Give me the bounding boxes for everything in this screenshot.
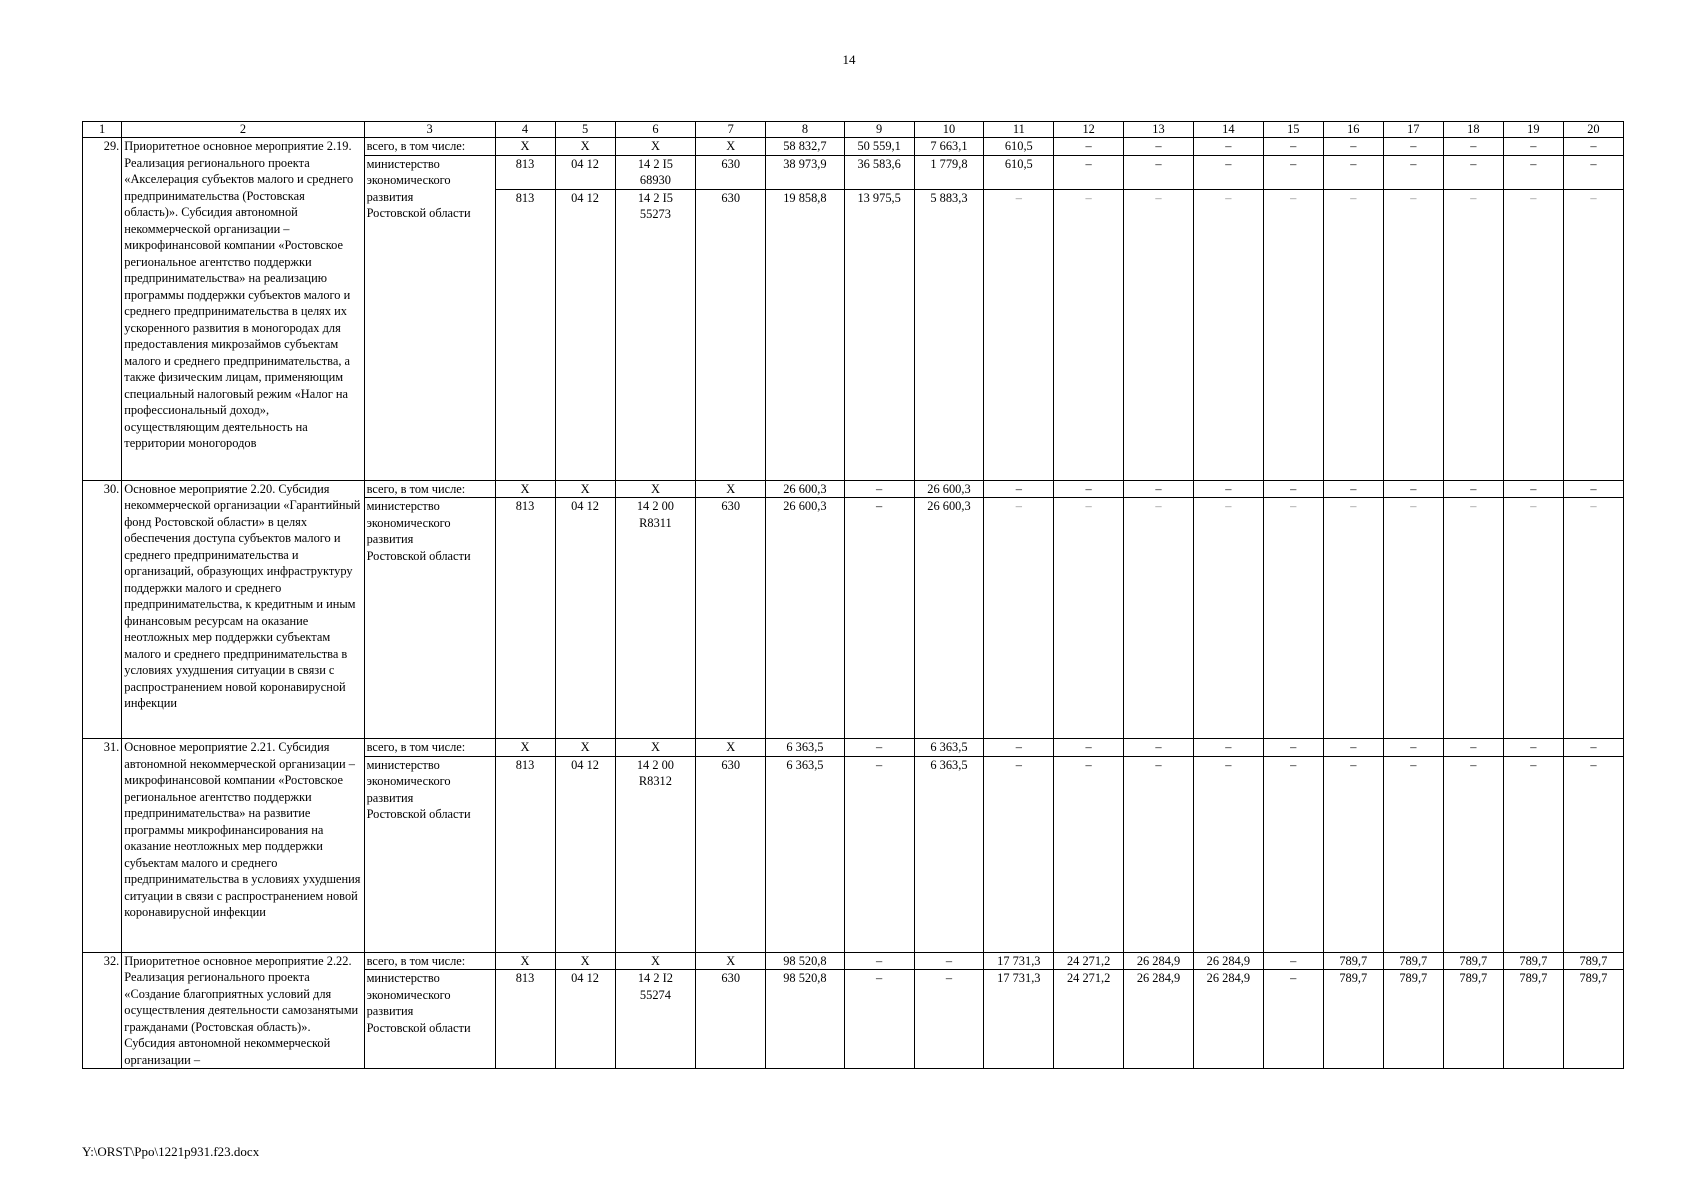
total-value-col-17: –: [1383, 739, 1443, 757]
total-value-col-12: 24 271,2: [1054, 952, 1124, 970]
row-number: 32.: [83, 952, 122, 1069]
executor: министерство экономического развития Ростовской области: [364, 756, 495, 952]
column-number-12: 12: [1054, 122, 1124, 138]
total-value-col-13: –: [1124, 480, 1194, 498]
total-value-col-10: 6 363,5: [914, 739, 984, 757]
value-col-5: 04 12: [555, 756, 615, 952]
total-value-col-4: X: [495, 138, 555, 156]
value-col-13: –: [1124, 155, 1194, 189]
value-col-5: 04 12: [555, 970, 615, 1069]
value-col-11: 17 731,3: [984, 970, 1054, 1069]
executor: министерство экономического развития Ростовской области: [364, 970, 495, 1069]
value-col-9: –: [844, 756, 914, 952]
total-value-col-19: –: [1503, 739, 1563, 757]
total-value-col-16: –: [1323, 138, 1383, 156]
total-label: всего, в том числе:: [364, 480, 495, 498]
total-value-col-5: X: [555, 138, 615, 156]
value-col-5: 04 12: [555, 498, 615, 739]
total-value-col-18: –: [1443, 138, 1503, 156]
value-col-10: –: [914, 970, 984, 1069]
value-col-13: –: [1124, 189, 1194, 480]
value-col-10: 5 883,3: [914, 189, 984, 480]
total-value-col-16: –: [1323, 739, 1383, 757]
value-col-5: 04 12: [555, 189, 615, 480]
value-col-20: –: [1563, 756, 1623, 952]
total-value-col-20: –: [1563, 480, 1623, 498]
total-value-col-18: 789,7: [1443, 952, 1503, 970]
total-value-col-20: –: [1563, 138, 1623, 156]
total-value-col-9: –: [844, 739, 914, 757]
value-col-7: 630: [696, 498, 766, 739]
value-col-10: 6 363,5: [914, 756, 984, 952]
total-value-col-12: –: [1054, 138, 1124, 156]
value-col-16: –: [1323, 189, 1383, 480]
table-row: [83, 138, 1624, 156]
total-value-col-15: –: [1263, 480, 1323, 498]
value-col-10: 1 779,8: [914, 155, 984, 189]
total-label: всего, в том числе:: [364, 739, 495, 757]
column-number-20: 20: [1563, 122, 1623, 138]
total-value-col-8: 26 600,3: [766, 480, 845, 498]
total-value-col-6: X: [615, 739, 696, 757]
row-number: 29.: [83, 138, 122, 481]
value-col-12: 24 271,2: [1054, 970, 1124, 1069]
executor: министерство экономического развития Ростовской области: [364, 155, 495, 480]
total-value-col-20: –: [1563, 739, 1623, 757]
value-col-6: 14 2 I5 55273: [615, 189, 696, 480]
total-value-col-17: 789,7: [1383, 952, 1443, 970]
total-value-col-5: X: [555, 952, 615, 970]
column-number-3: 3: [364, 122, 495, 138]
total-value-col-6: X: [615, 952, 696, 970]
total-value-col-15: –: [1263, 138, 1323, 156]
total-value-col-14: –: [1193, 138, 1263, 156]
column-number-1: 1: [83, 122, 122, 138]
value-col-9: 36 583,6: [844, 155, 914, 189]
value-col-18: –: [1443, 498, 1503, 739]
value-col-4: 813: [495, 155, 555, 189]
total-value-col-7: X: [696, 952, 766, 970]
total-value-col-8: 6 363,5: [766, 739, 845, 757]
column-number-14: 14: [1193, 122, 1263, 138]
total-value-col-7: X: [696, 138, 766, 156]
table-row: [83, 480, 1624, 498]
value-col-18: –: [1443, 155, 1503, 189]
column-number-row: [83, 122, 1624, 138]
total-value-col-8: 58 832,7: [766, 138, 845, 156]
value-col-20: –: [1563, 498, 1623, 739]
column-number-16: 16: [1323, 122, 1383, 138]
value-col-14: –: [1193, 498, 1263, 739]
value-col-20: –: [1563, 155, 1623, 189]
row-number: 31.: [83, 739, 122, 953]
total-value-col-9: 50 559,1: [844, 138, 914, 156]
value-col-6: 14 2 00 R8312: [615, 756, 696, 952]
value-col-20: –: [1563, 189, 1623, 480]
value-col-15: –: [1263, 189, 1323, 480]
value-col-11: –: [984, 756, 1054, 952]
value-col-8: 19 858,8: [766, 189, 845, 480]
value-col-15: –: [1263, 155, 1323, 189]
value-col-13: 26 284,9: [1124, 970, 1194, 1069]
value-col-15: –: [1263, 756, 1323, 952]
value-col-7: 630: [696, 970, 766, 1069]
column-number-18: 18: [1443, 122, 1503, 138]
total-value-col-4: X: [495, 480, 555, 498]
value-col-12: –: [1054, 189, 1124, 480]
value-col-16: –: [1323, 498, 1383, 739]
total-value-col-10: 26 600,3: [914, 480, 984, 498]
column-number-13: 13: [1124, 122, 1194, 138]
value-col-13: –: [1124, 498, 1194, 739]
column-number-5: 5: [555, 122, 615, 138]
total-value-col-15: –: [1263, 739, 1323, 757]
column-number-15: 15: [1263, 122, 1323, 138]
value-col-6: 14 2 I5 68930: [615, 155, 696, 189]
column-number-2: 2: [122, 122, 364, 138]
value-col-11: 610,5: [984, 155, 1054, 189]
value-col-14: –: [1193, 756, 1263, 952]
value-col-15: –: [1263, 970, 1323, 1069]
total-value-col-19: –: [1503, 480, 1563, 498]
value-col-17: –: [1383, 155, 1443, 189]
measure-name: Приоритетное основное мероприятие 2.22. Реализация регионального проекта «Создание благоприятных условий для осуществления деятельности самозанятыми гражданами (Ростовская область)». Субсидия автономной некоммерческой организации –: [122, 952, 364, 1069]
value-col-19: –: [1503, 498, 1563, 739]
table-row: [83, 952, 1624, 970]
total-value-col-12: –: [1054, 739, 1124, 757]
value-col-19: 789,7: [1503, 970, 1563, 1069]
value-col-18: –: [1443, 756, 1503, 952]
column-number-10: 10: [914, 122, 984, 138]
value-col-10: 26 600,3: [914, 498, 984, 739]
value-col-9: –: [844, 498, 914, 739]
total-value-col-13: –: [1124, 138, 1194, 156]
value-col-14: 26 284,9: [1193, 970, 1263, 1069]
total-value-col-20: 789,7: [1563, 952, 1623, 970]
total-value-col-16: 789,7: [1323, 952, 1383, 970]
value-col-4: 813: [495, 756, 555, 952]
total-label: всего, в том числе:: [364, 138, 495, 156]
value-col-12: –: [1054, 756, 1124, 952]
column-number-11: 11: [984, 122, 1054, 138]
value-col-19: –: [1503, 155, 1563, 189]
total-value-col-7: X: [696, 480, 766, 498]
total-value-col-13: –: [1124, 739, 1194, 757]
value-col-13: –: [1124, 756, 1194, 952]
total-value-col-12: –: [1054, 480, 1124, 498]
column-number-9: 9: [844, 122, 914, 138]
value-col-4: 813: [495, 189, 555, 480]
value-col-9: 13 975,5: [844, 189, 914, 480]
value-col-6: 14 2 I2 55274: [615, 970, 696, 1069]
total-value-col-11: 17 731,3: [984, 952, 1054, 970]
value-col-17: –: [1383, 189, 1443, 480]
total-value-col-8: 98 520,8: [766, 952, 845, 970]
total-value-col-13: 26 284,9: [1124, 952, 1194, 970]
value-col-14: –: [1193, 189, 1263, 480]
total-value-col-9: –: [844, 480, 914, 498]
total-value-col-11: 610,5: [984, 138, 1054, 156]
total-value-col-10: –: [914, 952, 984, 970]
value-col-7: 630: [696, 189, 766, 480]
column-number-7: 7: [696, 122, 766, 138]
measure-name: Основное мероприятие 2.21. Субсидия автономной некоммерческой организации – микрофинансовой компании «Ростовское региональное агентство поддержки предпринимательства» на развитие программы микрофинансирования на оказание неотложных мер поддержки субъектам малого и среднего предпринимательства в условиях ухудшения ситуации в связи с распространением новой коронавирусной инфекции: [122, 739, 364, 953]
value-col-16: –: [1323, 155, 1383, 189]
value-col-12: –: [1054, 498, 1124, 739]
executor: министерство экономического развития Ростовской области: [364, 498, 495, 739]
value-col-17: –: [1383, 498, 1443, 739]
value-col-14: –: [1193, 155, 1263, 189]
total-value-col-15: –: [1263, 952, 1323, 970]
value-col-8: 38 973,9: [766, 155, 845, 189]
total-value-col-17: –: [1383, 138, 1443, 156]
footer-file-path: Y:\ORST\Ppo\1221p931.f23.docx: [82, 1144, 260, 1159]
column-number-19: 19: [1503, 122, 1563, 138]
value-col-5: 04 12: [555, 155, 615, 189]
budget-table: [82, 121, 1624, 1069]
total-value-col-6: X: [615, 480, 696, 498]
total-value-col-18: –: [1443, 480, 1503, 498]
total-value-col-16: –: [1323, 480, 1383, 498]
value-col-11: –: [984, 498, 1054, 739]
value-col-4: 813: [495, 498, 555, 739]
value-col-12: –: [1054, 155, 1124, 189]
total-value-col-19: 789,7: [1503, 952, 1563, 970]
column-number-4: 4: [495, 122, 555, 138]
total-value-col-11: –: [984, 739, 1054, 757]
total-value-col-10: 7 663,1: [914, 138, 984, 156]
total-value-col-5: X: [555, 739, 615, 757]
value-col-4: 813: [495, 970, 555, 1069]
value-col-20: 789,7: [1563, 970, 1623, 1069]
value-col-9: –: [844, 970, 914, 1069]
total-value-col-7: X: [696, 739, 766, 757]
value-col-7: 630: [696, 756, 766, 952]
value-col-17: 789,7: [1383, 970, 1443, 1069]
table-row: [83, 739, 1624, 757]
value-col-16: 789,7: [1323, 970, 1383, 1069]
value-col-19: –: [1503, 189, 1563, 480]
measure-name: Приоритетное основное мероприятие 2.19. Реализация регионального проекта «Акселерация субъектов малого и среднего предпринимательства (Ростовская область)». Субсидия автономной некоммерческой организации – микрофинансовой компании «Ростовское региональное агентство поддержки предпринимательства» на реализацию программы поддержки субъектов малого и среднего предпринимательства в целях их ускоренного развития в моногородах для предоставления микрозаймов субъектам малого и среднего предпринимательства, а также физическим лицам, применяющим специальный налоговый режим «Налог на профессиональный доход», осуществляющим деятельность на территории моногородов: [122, 138, 364, 481]
total-value-col-6: X: [615, 138, 696, 156]
total-value-col-14: 26 284,9: [1193, 952, 1263, 970]
measure-name: Основное мероприятие 2.20. Субсидия некоммерческой организации «Гарантийный фонд Ростовской области» в целях обеспечения доступа субъектов малого и среднего предпринимательства и организаций, образующих инфраструктуру поддержки малого и среднего предпринимательства, к кредитным и иным финансовым ресурсам на оказание неотложных мер поддержки субъектам малого и среднего предпринимательства в условиях ухудшения ситуации в связи с распространением новой коронавирусной инфекции: [122, 480, 364, 739]
total-value-col-14: –: [1193, 480, 1263, 498]
value-col-18: 789,7: [1443, 970, 1503, 1069]
value-col-16: –: [1323, 756, 1383, 952]
total-value-col-4: X: [495, 739, 555, 757]
total-value-col-14: –: [1193, 739, 1263, 757]
total-value-col-17: –: [1383, 480, 1443, 498]
total-value-col-4: X: [495, 952, 555, 970]
value-col-7: 630: [696, 155, 766, 189]
value-col-15: –: [1263, 498, 1323, 739]
value-col-19: –: [1503, 756, 1563, 952]
total-value-col-19: –: [1503, 138, 1563, 156]
value-col-8: 26 600,3: [766, 498, 845, 739]
page-number: 14: [842, 52, 856, 67]
value-col-18: –: [1443, 189, 1503, 480]
total-value-col-9: –: [844, 952, 914, 970]
row-number: 30.: [83, 480, 122, 739]
total-label: всего, в том числе:: [364, 952, 495, 970]
value-col-17: –: [1383, 756, 1443, 952]
total-value-col-18: –: [1443, 739, 1503, 757]
value-col-8: 98 520,8: [766, 970, 845, 1069]
column-number-6: 6: [615, 122, 696, 138]
total-value-col-5: X: [555, 480, 615, 498]
column-number-8: 8: [766, 122, 845, 138]
value-col-8: 6 363,5: [766, 756, 845, 952]
column-number-17: 17: [1383, 122, 1443, 138]
total-value-col-11: –: [984, 480, 1054, 498]
value-col-6: 14 2 00 R8311: [615, 498, 696, 739]
value-col-11: –: [984, 189, 1054, 480]
